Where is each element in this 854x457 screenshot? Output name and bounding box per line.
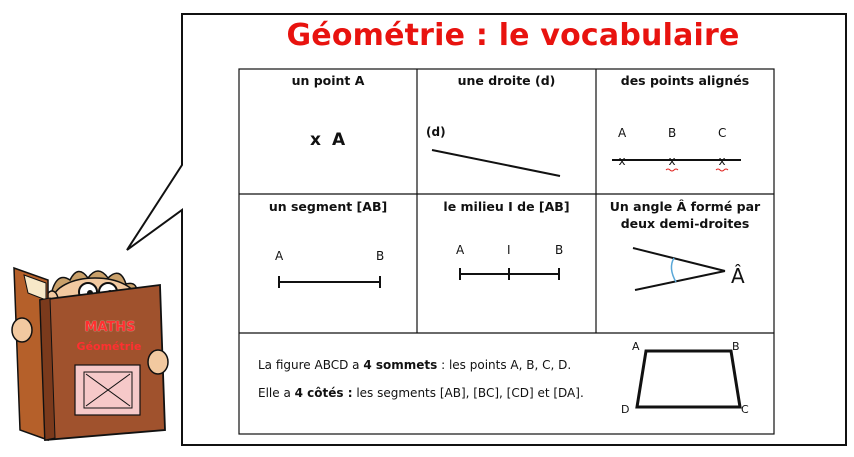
cell-title-angle-line1: Un angle Â formé par [609,199,761,214]
quad-label-d: D [621,403,630,416]
reader-character [12,268,168,440]
aligned-cross-b: x [668,154,676,168]
quad-label-a: A [632,340,640,353]
summary-line-1: La figure ABCD a 4 sommets : les points A, B, C, D. [258,358,572,372]
book-title-geometrie: Géométrie [76,340,142,353]
quad-label-c: C [741,403,749,416]
aligned-label-c: C [718,126,727,140]
angle-label: Â [731,264,745,288]
midpoint-label-a: A [456,243,465,257]
droite-label: (d) [426,125,446,139]
cell-title-segment: un segment [AB] [268,199,388,214]
cell-title-milieu: le milieu I de [AB] [443,199,570,214]
segment-label-b: B [376,249,385,263]
segment-label-a: A [275,249,284,263]
page-title: Géométrie : le vocabulaire [286,18,740,53]
aligned-label-a: A [618,126,627,140]
midpoint-label-i: I [507,243,511,257]
cell-title-alignes: des points alignés [620,73,750,88]
summary-line-2: Elle a 4 côtés : les segments [AB], [BC], [CD] et [DA]. [258,386,584,400]
point-letter: A [332,130,346,150]
cell-title-point: un point A [291,73,365,88]
aligned-cross-c: x [718,154,726,168]
cell-title-angle-line2: deux demi-droites [620,216,750,231]
aligned-cross-a: x [618,154,626,168]
quad-label-b: B [732,340,740,353]
cell-title-droite: une droite (d) [457,73,556,88]
aligned-label-b: B [668,126,677,140]
point-cross: x [310,130,321,150]
book-title-maths: MATHS [84,320,136,335]
midpoint-label-b: B [555,243,564,257]
